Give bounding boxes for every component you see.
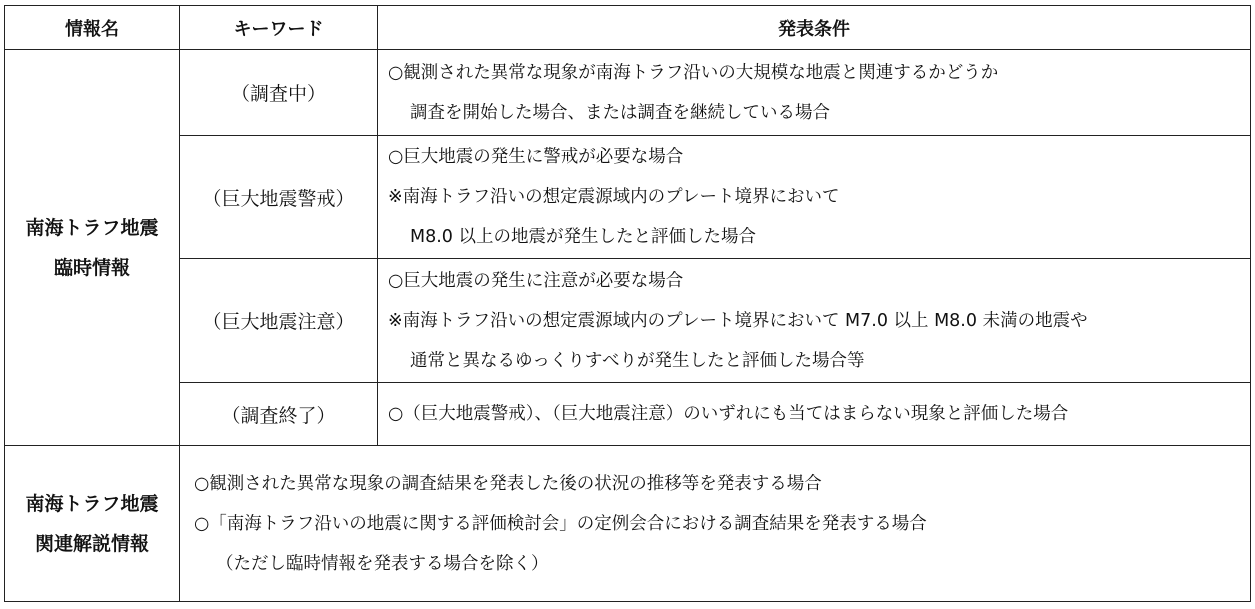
table-row-chui <box>5 259 1251 383</box>
condition-line: ○巨大地震の発生に警戒が必要な場合 <box>388 147 684 167</box>
condition-line: ○観測された異常な現象が南海トラフ沿いの大規模な地震と関連するかどうか <box>388 62 999 83</box>
conditions-chui <box>378 259 1251 383</box>
keyword-keikai: （巨大地震警戒） <box>180 136 378 259</box>
condition-line: ※南海トラフ沿いの想定震源域内のプレート境界において M7.0 以上 M8.0 未満の地震や <box>388 310 1088 331</box>
keyword-chousachu: （調査中） <box>180 50 378 136</box>
condition-line: 通常と異なるゆっくりすべりが発生したと評価した場合等 <box>410 350 865 371</box>
condition-line: （ただし臨時情報を発表する場合を除く） <box>216 553 549 574</box>
info-name-rinji <box>5 50 180 446</box>
conditions-keikai <box>378 136 1251 259</box>
condition-line: M8.0 以上の地震が発生したと評価した場合 <box>410 227 756 247</box>
header-info-name: 情報名 <box>5 6 180 50</box>
header-keyword: キーワード <box>180 6 378 50</box>
info-name-kanren-line1: 南海トラフ地震 <box>25 492 159 515</box>
info-name-kanren-line2: 関連解説情報 <box>34 532 149 555</box>
condition-line: ※南海トラフ沿いの想定震源域内のプレート境界において <box>388 187 840 207</box>
table-row-shuryo <box>5 383 1251 446</box>
condition-line: 調査を開始した場合、または調査を継続している場合 <box>410 102 830 123</box>
table-row-kanren <box>5 446 1251 602</box>
keyword-shuryo: （調査終了） <box>180 383 378 446</box>
keyword-chui: （巨大地震注意） <box>180 259 378 383</box>
table-header-row <box>5 6 1251 50</box>
info-name-rinji-line2: 臨時情報 <box>53 256 130 279</box>
conditions-kanren <box>180 446 1251 602</box>
condition-line: ○観測された異常な現象の調査結果を発表した後の状況の推移等を発表する場合 <box>194 473 822 494</box>
table-row-chousachu <box>5 50 1251 136</box>
announcement-conditions-table <box>4 5 1251 602</box>
info-name-kanren <box>5 446 180 602</box>
table-row-keikai <box>5 136 1251 259</box>
conditions-chousachu <box>378 50 1251 136</box>
condition-line: ○巨大地震の発生に注意が必要な場合 <box>388 270 684 291</box>
condition-line: ○（巨大地震警戒）、（巨大地震注意）のいずれにも当てはまらない現象と評価した場合 <box>388 404 1069 424</box>
info-name-rinji-line1: 南海トラフ地震 <box>25 216 159 239</box>
header-conditions: 発表条件 <box>378 6 1251 50</box>
condition-line: ○「南海トラフ沿いの地震に関する評価検討会」の定例会合における調査結果を発表する場合 <box>194 513 927 534</box>
conditions-shuryo <box>378 383 1251 446</box>
